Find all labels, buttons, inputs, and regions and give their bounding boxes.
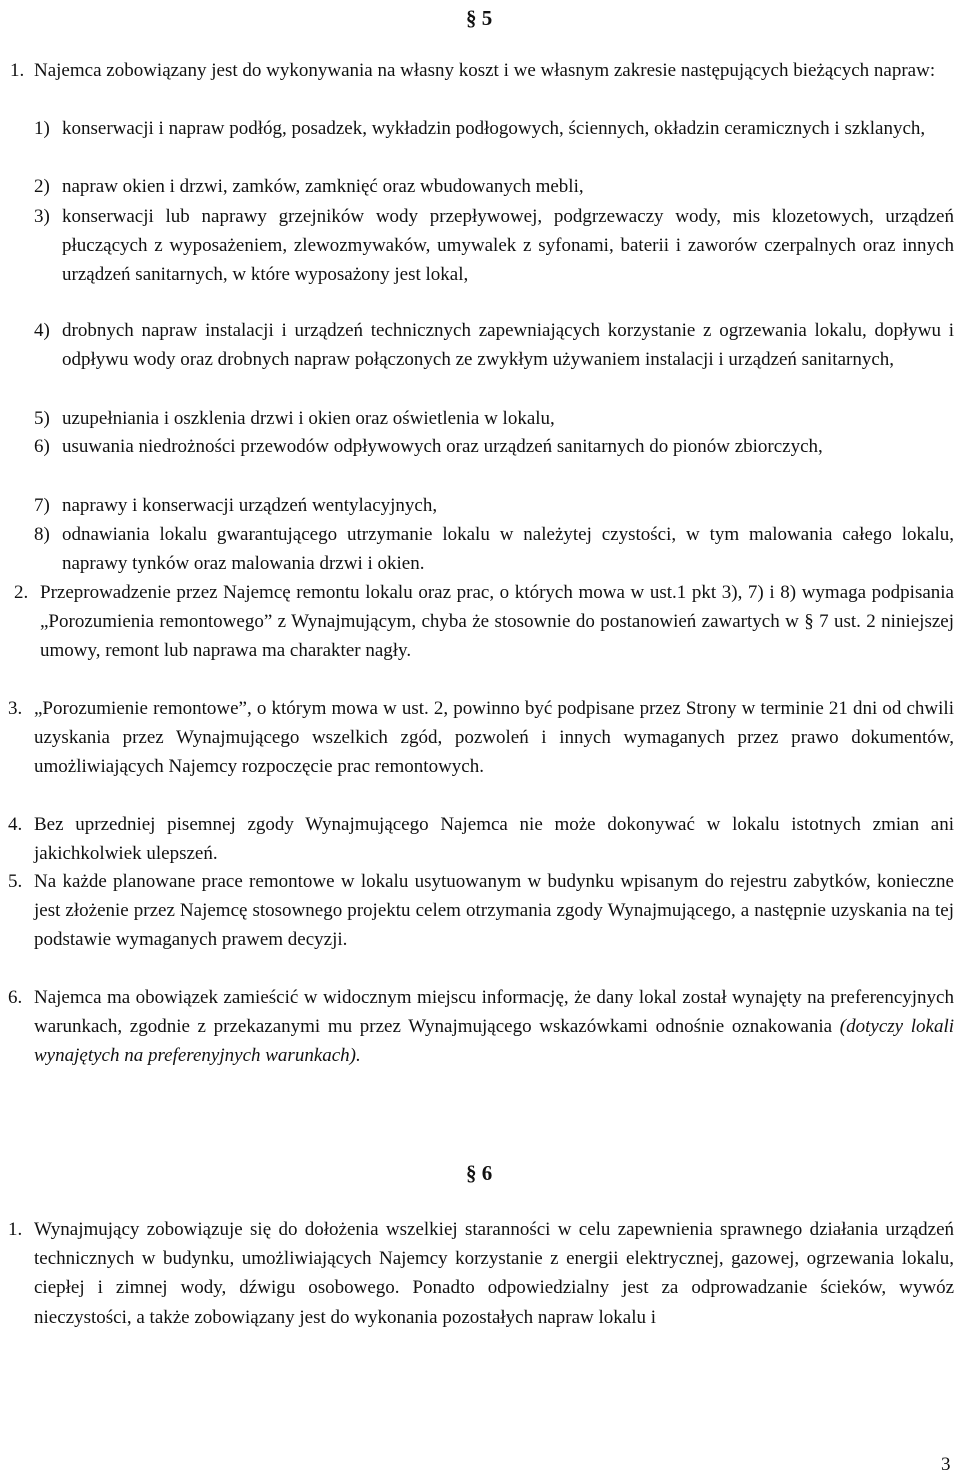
s5-paragraph-4-number: 4. <box>8 814 23 835</box>
s5-paragraph-4-text: Bez uprzedniej pisemnej zgody Wynajmującego Najemca nie może dokonywać w lokalu istotnych zmian ani jakichkolwiek ulepszeń. <box>34 814 954 865</box>
s5-paragraph-2-number: 2. <box>14 582 29 603</box>
s5-item-8-number: 8) <box>34 524 50 545</box>
s5-item-7-number: 7) <box>34 495 50 516</box>
s5-paragraph-6 <box>8 983 955 1071</box>
s5-paragraph-3 <box>8 694 954 782</box>
s5-item-6-number: 6) <box>34 436 50 457</box>
s5-item-2-number: 2) <box>34 176 50 197</box>
s5-item-5-text: uzupełniania i oszklenia drzwi i okien oraz oświetlenia w lokalu, <box>62 408 555 429</box>
s5-paragraph-2-text: Przeprowadzenie przez Najemcę remontu lokalu oraz prac, o których mowa w ust.1 pkt 3), 7) i 8) wymaga podpisania „Porozumienia remontowego” z Wynajmującym, chyba że stosownie do postanowień zawartych w § 7 ust. 2 niniejszej umowy, remont lub naprawa ma charakter nagły. <box>40 582 954 662</box>
s5-item-1-number: 1) <box>34 118 50 139</box>
s5-item-4-text: drobnych napraw instalacji i urządzeń technicznych zapewniających korzystanie z ogrzewania lokalu, dopływu i odpływu wody oraz drobnych napraw połączonych ze zwykłym używaniem instalacji i urządzeń sanitarnych, <box>62 320 954 371</box>
s5-paragraph-5-number: 5. <box>8 871 23 892</box>
s5-paragraph-6-number: 6. <box>8 987 23 1008</box>
s5-paragraph-2 <box>14 578 954 666</box>
s6-paragraph-1 <box>8 1215 954 1332</box>
s5-item-4-number: 4) <box>34 320 50 341</box>
s5-paragraph-5 <box>8 867 954 955</box>
s5-paragraph-4 <box>8 810 954 868</box>
s5-paragraph-6-text: Najemca ma obowiązek zamieścić w widocznym miejscu informację, że dany lokal został wynajęty na preferencyjnych warunkach, zgodnie z przekazanymi mu przez Wynajmującego wskazówkami odnośnie oznakowania <box>34 987 954 1038</box>
s5-item-3 <box>34 202 954 290</box>
s5-paragraph-3-text: „Porozumienie remontowe”, o którym mowa w ust. 2, powinno być podpisane przez Strony w terminie 21 dni od chwili uzyskania przez Wynajmującego wszelkich zgód, pozwoleń i innych wymaganych przez prawo dokumentów, umożliwiających Najemcy rozpoczęcie prac remontowych. <box>34 698 954 778</box>
s5-item-1 <box>34 114 954 143</box>
section-6-heading: § 6 <box>466 1161 493 1185</box>
s5-paragraph-1 <box>10 56 954 85</box>
s5-item-4 <box>34 316 954 374</box>
s5-item-6 <box>34 432 954 461</box>
s5-paragraph-3-number: 3. <box>8 698 23 719</box>
s5-item-8-text: odnawiania lokalu gwarantującego utrzymanie lokalu w należytej czystości, w tym malowania całego lokalu, naprawy tynków oraz malowania drzwi i okien. <box>62 524 954 575</box>
s5-paragraph-6-italic-note: (dotyczy lokali wynajętych na <box>34 1016 955 1067</box>
s6-paragraph-1-number: 1. <box>8 1219 23 1240</box>
s5-item-5-number: 5) <box>34 408 50 429</box>
section-5-heading: § 5 <box>466 6 493 30</box>
s5-item-7-text: naprawy i konserwacji urządzeń wentylacyjnych, <box>62 495 438 516</box>
s5-item-8 <box>34 520 954 578</box>
s5-item-5 <box>34 404 954 433</box>
s5-item-1-text: konserwacji i napraw podłóg, posadzek, wykładzin podłogowych, ściennych, okładzin ceramicznych i szklanych, <box>62 118 926 139</box>
s5-item-2-text: napraw okien i drzwi, zamków, zamknięć oraz wbudowanych mebli, <box>62 176 584 197</box>
s5-paragraph-1-number: 1. <box>10 60 25 81</box>
s5-item-3-text: konserwacji lub naprawy grzejników wody przepływowej, podgrzewaczy wody, mis klozetowych, urządzeń płuczących z wyposażeniem, zlewozmywaków, umywalek z syfonami, baterii i zaworów czerpalnych oraz innych urządzeń sanitarnych, w które wyposażony jest lokal, <box>62 206 954 286</box>
s5-paragraph-5-text: Na każde planowane prace remontowe w lokalu usytuowanym w budynku wpisanym do rejestru zabytków, konieczne jest złożenie przez Najemcę stosownego projektu celem otrzymania zgody Wynajmującego, a następnie uzyskania na tej podstawie wymaganych prawem decyzji. <box>34 871 954 951</box>
s6-paragraph-1-text: Wynajmujący zobowiązuje się do dołożenia wszelkiej staranności w celu zapewnienia sprawnego działania urządzeń technicznych w budynku, umożliwiających Najemcy korzystanie z energii elektrycznej, gazowej, ogrzewania lokalu, ciepłej i zimnej wody, dźwigu osobowego. Ponadto odpowiedzialny jest za odprowadzanie ścieków, wywóz nieczystości, a także zobowiązany jest do wykonania pozostałych napraw lokalu i <box>34 1219 954 1328</box>
s5-item-2 <box>34 172 954 201</box>
s5-item-7 <box>34 491 954 520</box>
s5-paragraph-6-tail: preferenyjnych warunkach). <box>147 1045 361 1067</box>
s5-item-6-text: usuwania niedrożności przewodów odpływowych oraz urządzeń sanitarnych do pionów zbiorczych, <box>62 436 823 457</box>
s5-paragraph-1-text: Najemca zobowiązany jest do wykonywania na własny koszt i we własnym zakresie następujących bieżących napraw: <box>34 60 936 81</box>
page-number: 3 <box>941 1454 951 1475</box>
s5-item-3-number: 3) <box>34 206 50 227</box>
